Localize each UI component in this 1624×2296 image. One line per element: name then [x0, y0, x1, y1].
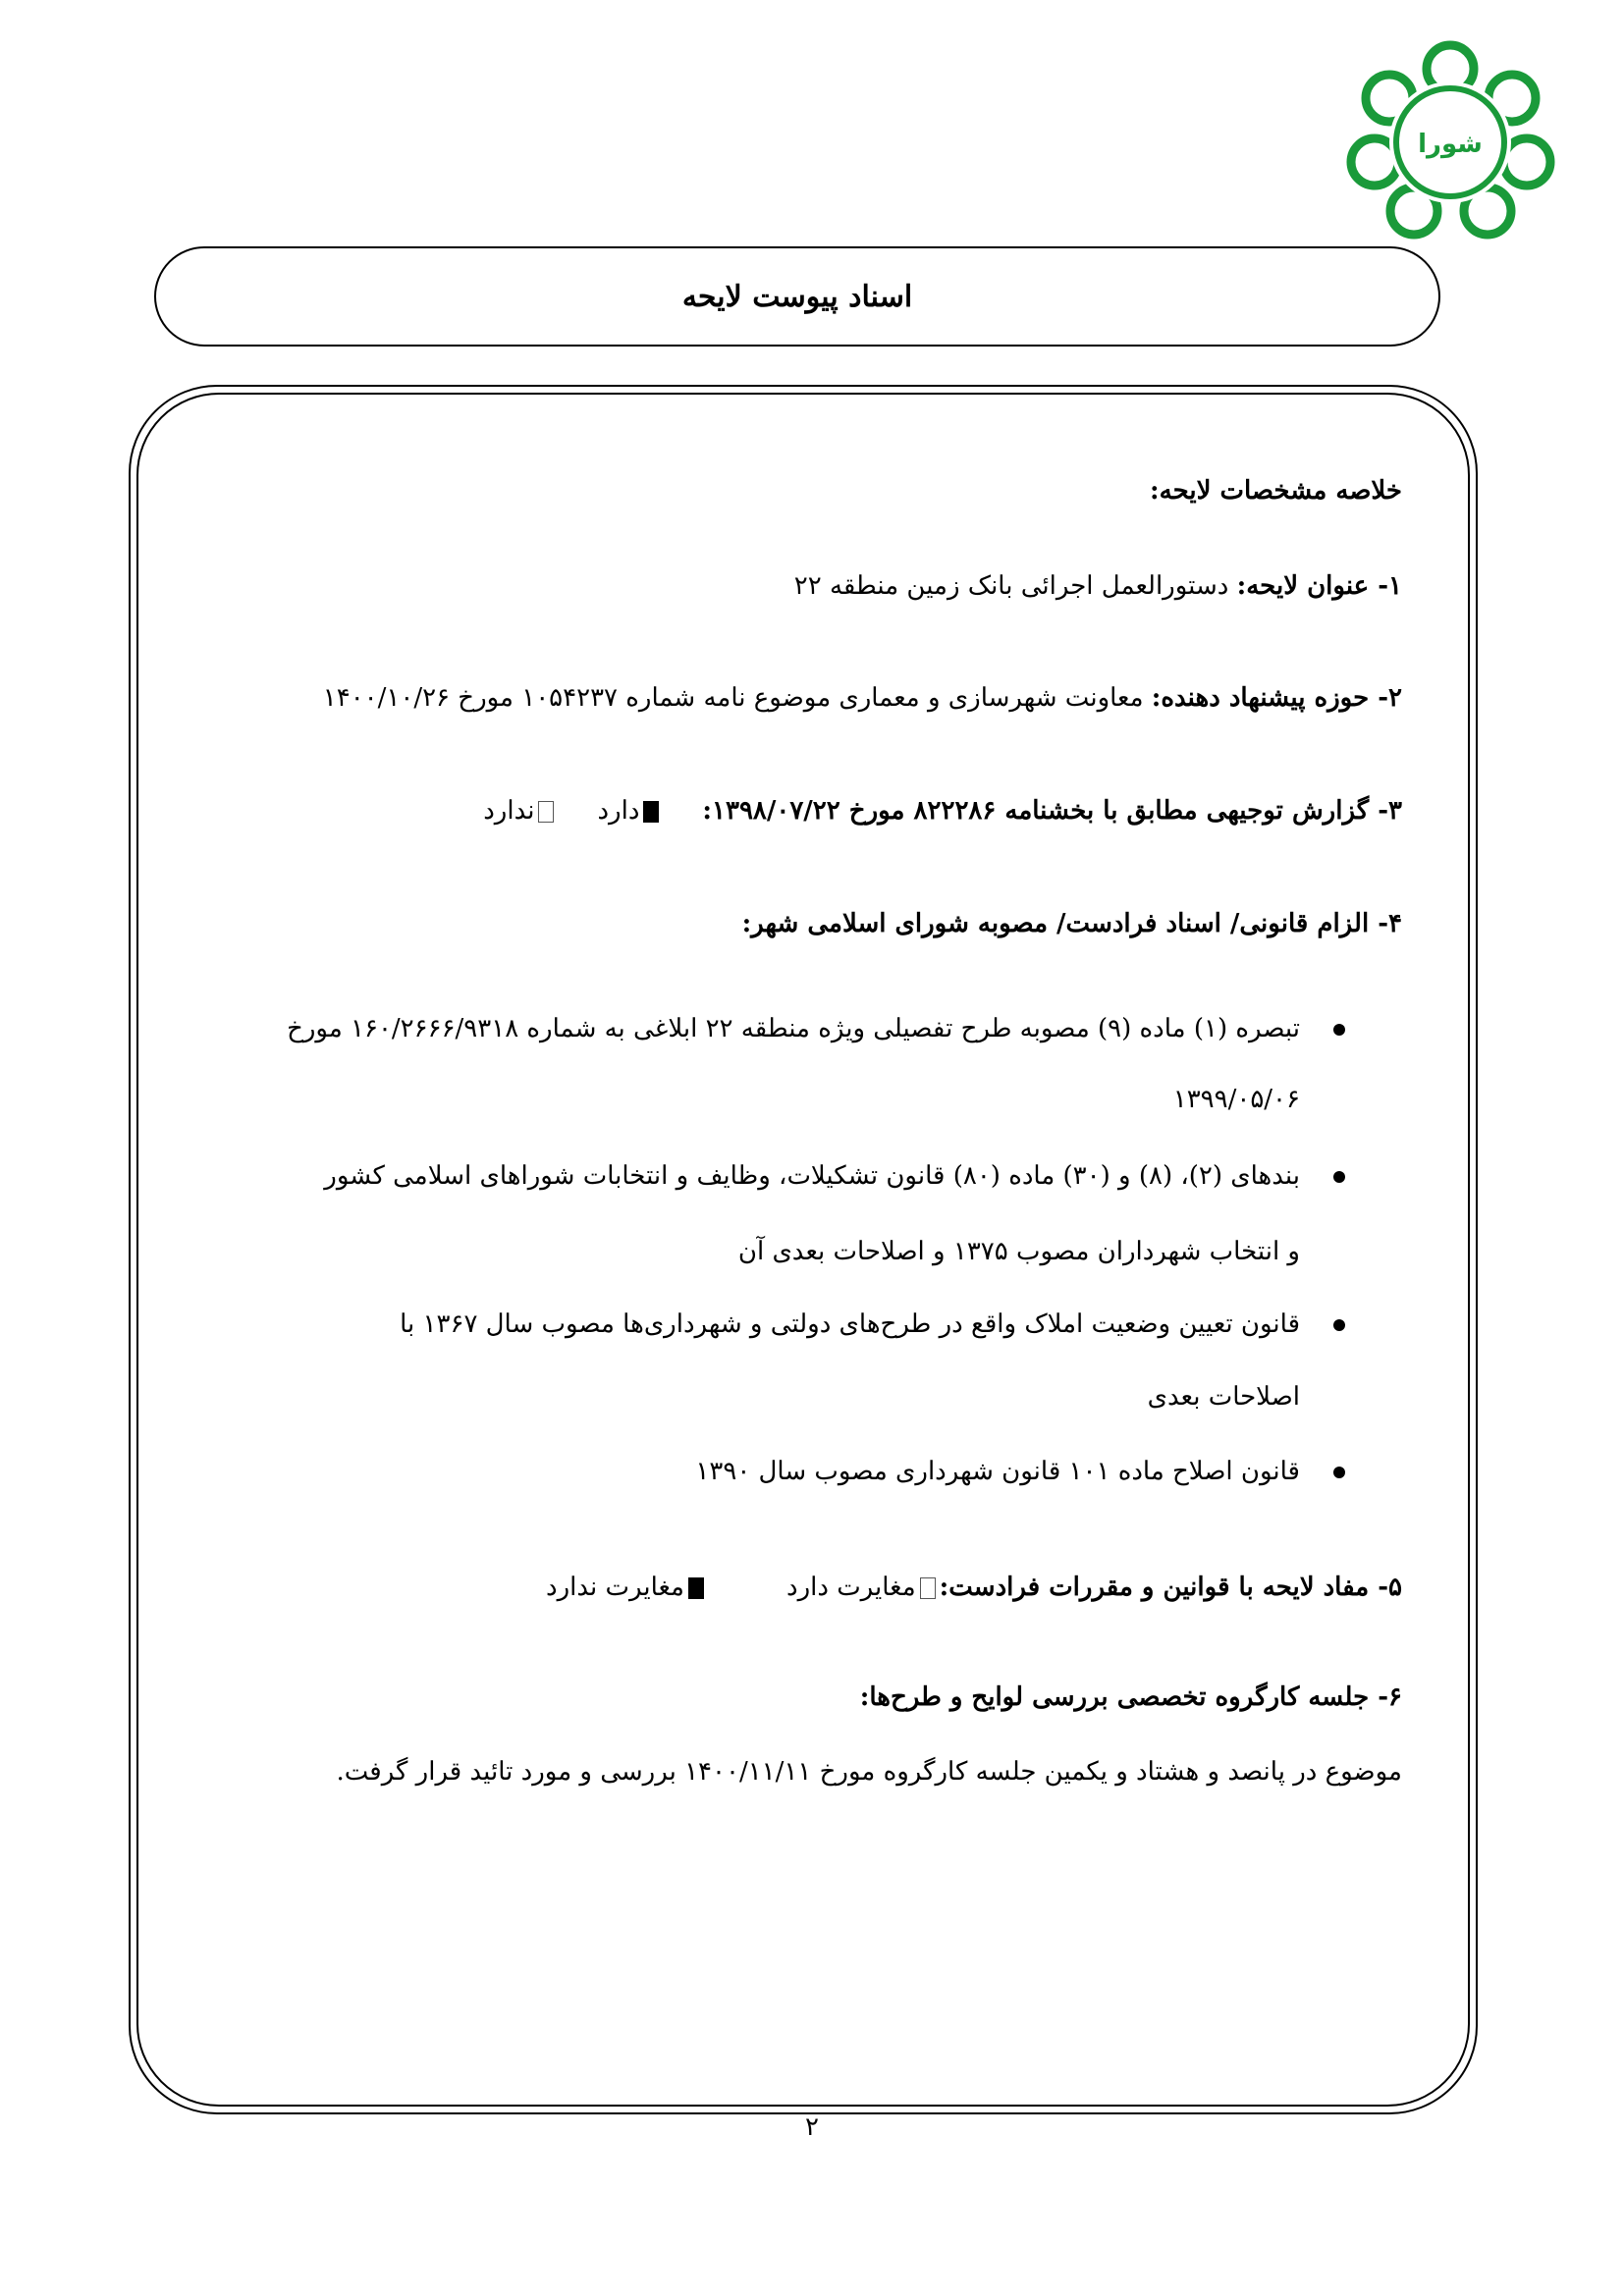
- bullet-3-line-2: اصلاحات بعدی: [1147, 1382, 1300, 1412]
- bullet-icon: [1333, 1024, 1345, 1036]
- item-title-value: دستورالعمل اجرائی بانک زمین منطقه ۲۲: [793, 571, 1237, 601]
- bullet-2-line-2: و انتخاب شهرداران مصوب ۱۳۷۵ و اصلاحات بعدی آن: [737, 1237, 1300, 1266]
- item-title: [794, 568, 1402, 604]
- item-session-label: ۶- جلسه کارگروه تخصصی بررسی لوایح و طرح‌ها:: [859, 1682, 1402, 1712]
- bullet-1-line-1: تبصره (۱) ماده (۹) مصوبه طرح تفصیلی ویژه منطقه ۲۲ ابلاغی به شماره ۱۶۰/۲۶۶۶/۹۳۱۸ مورخ: [287, 1014, 1300, 1043]
- bullet-icon: [1333, 1319, 1345, 1331]
- checkbox-checked[interactable]: [688, 1577, 704, 1599]
- item-title-label: ۱- عنوان لایحه:: [1236, 571, 1402, 601]
- checkbox-unchecked[interactable]: [920, 1577, 936, 1599]
- bullet-1-line-2: ۱۳۹۹/۰۵/۰۶: [1172, 1085, 1300, 1114]
- item-proposer-value: معاونت شهرسازی و معماری موضوع نامه شماره ۱۰۵۴۲۳۷ مورخ ۱۴۰۰/۱۰/۲۶: [322, 683, 1152, 713]
- page-title: [154, 246, 1440, 347]
- svg-text:شورا: شورا: [1418, 130, 1483, 159]
- item-proposer-label: ۲- حوزه پیشنهاد دهنده:: [1151, 683, 1402, 713]
- option-yes: دارد: [597, 796, 640, 826]
- summary-heading: خلاصه مشخصات لایحه:: [1150, 476, 1402, 506]
- bullet-icon: [1333, 1171, 1345, 1183]
- item-report: [483, 793, 1402, 828]
- item-session-text: موضوع در پانصد و هشتاد و یکمین جلسه کارگروه مورخ ۱۴۰۰/۱۱/۱۱ بررسی و مورد تائید قرار گرفت.: [336, 1757, 1402, 1787]
- item-legal-label: ۴- الزام قانونی/ اسناد فرادست/ مصوبه شورای اسلامی شهر:: [741, 909, 1402, 938]
- title-text: اسناد پیوست لایحه: [681, 279, 913, 314]
- page-number: ۲: [805, 2112, 819, 2142]
- option-conflict-yes: مغایرت دارد: [786, 1573, 916, 1602]
- bullet-2-line-1: بندهای (۲)، (۸) و (۳۰) ماده (۸۰) قانون تشکیلات، وظایف و انتخابات شوراهای اسلامی کشور: [324, 1161, 1300, 1191]
- checkbox-unchecked[interactable]: [538, 801, 554, 823]
- item-conflict: [546, 1570, 1402, 1605]
- bullet-4-line-1: قانون اصلاح ماده ۱۰۱ قانون شهرداری مصوب سال ۱۳۹۰: [695, 1457, 1300, 1486]
- tehran-city-council-logo: [1345, 39, 1556, 240]
- option-no: ندارد: [483, 796, 535, 826]
- bullet-3-line-1: قانون تعیین وضعیت املاک واقع در طرح‌های دولتی و شهرداری‌ها مصوب سال ۱۳۶۷ با: [400, 1309, 1300, 1339]
- bullet-icon: [1333, 1467, 1345, 1478]
- checkbox-checked[interactable]: [643, 801, 659, 823]
- item-proposer: [323, 680, 1402, 716]
- item-report-label: ۳- گزارش توجیهی مطابق با بخشنامه ۸۲۲۲۸۶ مورخ ۱۳۹۸/۰۷/۲۲:: [702, 796, 1402, 826]
- item-conflict-label: ۵- مفاد لایحه با قوانین و مقررات فرادست:: [939, 1573, 1402, 1602]
- option-conflict-no: مغایرت ندارد: [546, 1573, 684, 1602]
